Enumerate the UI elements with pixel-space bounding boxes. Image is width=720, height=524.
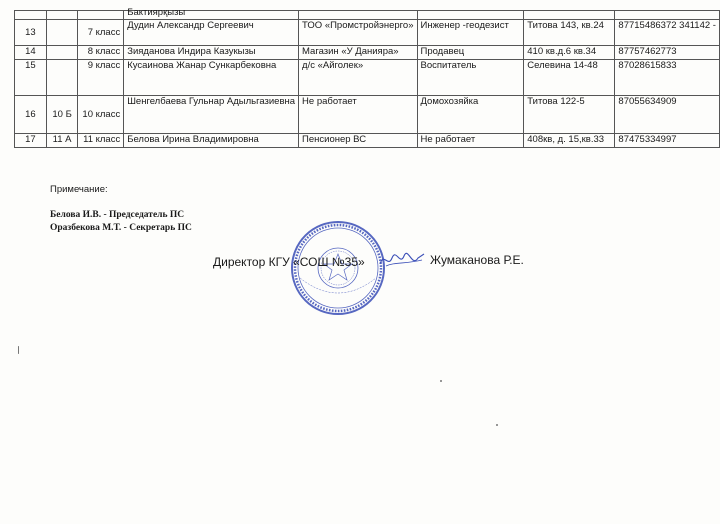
cell-phone: 87055634909 xyxy=(615,96,720,134)
cell-number: 13 xyxy=(15,20,47,46)
cell-position: Инженер -геодезист xyxy=(417,20,524,46)
scan-speck xyxy=(440,380,442,382)
cell-parent-name: Белова Ирина Владимировна xyxy=(124,134,299,148)
table-row xyxy=(15,134,720,148)
cell-class-letter xyxy=(46,20,78,46)
director-name: Жумаканова Р.Е. xyxy=(430,253,524,267)
cell-phone: 87028615833 xyxy=(615,60,720,96)
cell-parent-name: Зияданова Индира Казукызы xyxy=(124,46,299,60)
scan-speck xyxy=(496,424,498,426)
chair-line: Белова И.В. - Председатель ПС xyxy=(50,210,185,220)
cell-grade: 9 класс xyxy=(78,60,124,96)
note-label: Примечание: xyxy=(50,184,108,195)
cell-position: Продавец xyxy=(417,46,524,60)
scan-speck xyxy=(18,346,19,354)
parents-committee-table xyxy=(14,7,720,148)
cell-parent-name: Кусаинова Жанар Сункарбековна xyxy=(124,60,299,96)
cell-workplace: Не работает xyxy=(299,96,417,134)
cell-grade: 7 класс xyxy=(78,20,124,46)
cell-class-letter: 10 Б xyxy=(46,96,78,134)
secretary-line: Оразбекова М.Т. - Секретарь ПС xyxy=(50,223,192,233)
cell-position: Воспитатель xyxy=(417,60,524,96)
cell-address: 410 кв.д.6 кв.34 xyxy=(524,46,615,60)
cell-workplace: д/с «Айголек» xyxy=(299,60,417,96)
table-row xyxy=(15,20,720,46)
cell-address: 408кв, д. 15,кв.33 xyxy=(524,134,615,148)
cell-address: Селевина 14-48 xyxy=(524,60,615,96)
name-fragment: Бактиярқызы xyxy=(127,7,186,18)
cell-phone: 87715486372 341142 - xyxy=(615,20,720,46)
director-signature xyxy=(378,248,426,272)
cell-grade: 10 класс xyxy=(78,96,124,134)
cell-address: Титова 143, кв.24 xyxy=(524,20,615,46)
cell-workplace: ТОО «Промстройэнерго» xyxy=(299,20,417,46)
cell-grade: 11 класс xyxy=(78,134,124,148)
cell-class-letter xyxy=(46,60,78,96)
cell-number: 14 xyxy=(15,46,47,60)
director-line: Директор КГУ «СОШ №35» xyxy=(213,255,365,269)
cell-parent-name: Дудин Александр Сергеевич xyxy=(124,20,299,46)
cell-address: Титова 122-5 xyxy=(524,96,615,134)
cell-parent-name: Шенгелбаева Гульнар Адыльгазиевна xyxy=(124,96,299,134)
cell-phone: 87757462773 xyxy=(615,46,720,60)
table-row xyxy=(15,46,720,60)
cell-workplace: Пенсионер ВС xyxy=(299,134,417,148)
cell-grade: 8 класс xyxy=(78,46,124,60)
cell-phone: 87475334997 xyxy=(615,134,720,148)
cell-class-letter xyxy=(46,46,78,60)
cell-workplace: Магазин «У Данияра» xyxy=(299,46,417,60)
table-row xyxy=(15,60,720,96)
cell-number: 16 xyxy=(15,96,47,134)
cell-position: Домохозяйка xyxy=(417,96,524,134)
cell-position: Не работает xyxy=(417,134,524,148)
cell-class-letter: 11 А xyxy=(46,134,78,148)
table-row-partial xyxy=(15,11,720,20)
table-row xyxy=(15,96,720,134)
cell-number: 15 xyxy=(15,60,47,96)
cell-number: 17 xyxy=(15,134,47,148)
